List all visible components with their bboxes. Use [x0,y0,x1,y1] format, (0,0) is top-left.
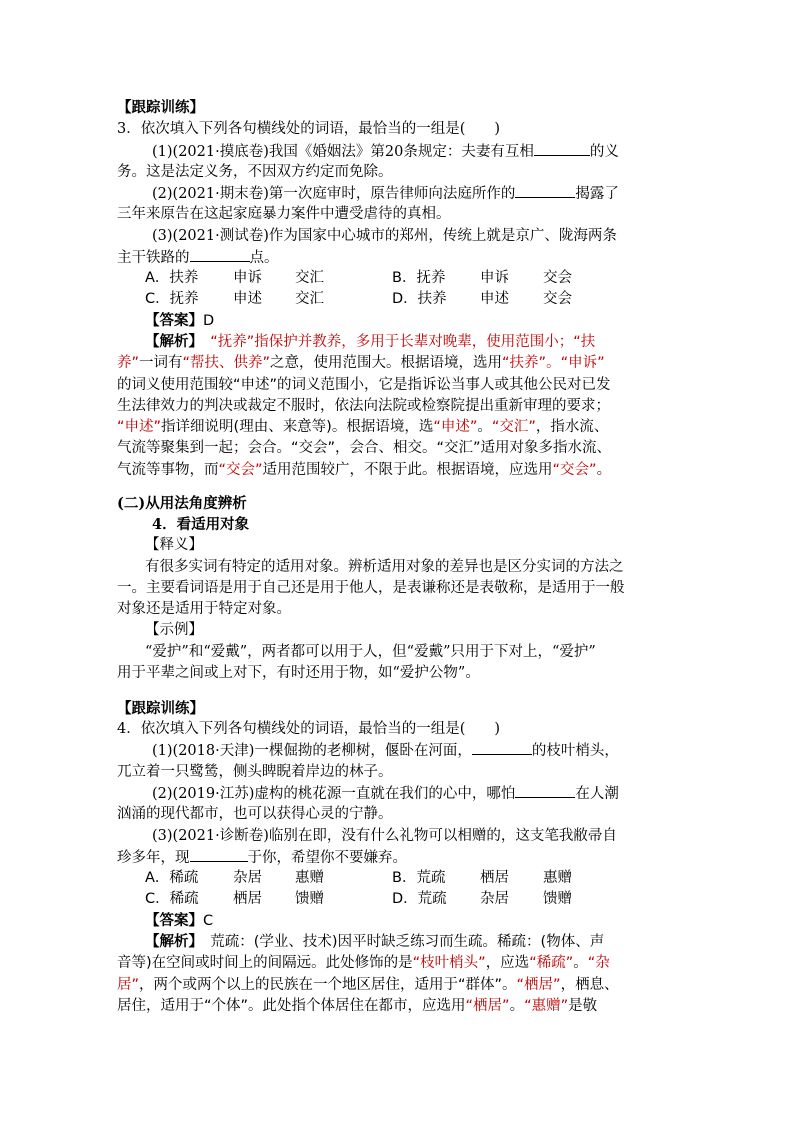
q3-sentence-3: (3)(2021·测试卷)作为国家中心城市的郑州，传统上就是京广、陇海两条 [152,228,617,244]
q3-sentence-2: (2)(2021·期末卷)第一次庭审时，原告律师向法庭所作的 揭露了 [152,183,619,205]
q3-option-d-2: 申述 [480,291,509,307]
q3-sentence-1-cont: 务。这是法定义务，不因双方约定而免除。 [117,164,393,180]
q3-analysis-line-6: 气流等聚集到一起；会合。“交会”，会合、相交。“交汇”适用对象多指水流、 [117,440,612,456]
q3-analysis-line-2: 养”一词有“帮扶、供养”之意，使用范围大。根据语境，选用“扶养”。“申诉” [117,355,605,371]
q4-option-d[interactable]: D．荒疏 [392,891,447,907]
q4-sentence-2-cont: 汹涌的现代都市，也可以获得心灵的宁静。 [117,806,393,822]
q4-option-c-2: 栖居 [233,891,262,907]
q3-sentence-3-cont: 主干铁路的 点。 [117,247,279,269]
shili-line-1: “爱护”和“爱戴”，两者都可以用于人，但“爱戴”只用于下对上，“爱护” [145,644,596,660]
q3-option-c-3: 交汇 [295,291,324,307]
q3-analysis-line-3: 的词义使用范围较“申述”的词义范围小，它是指诉讼当事人或其他公民对已发 [117,377,611,393]
q3-option-b-2: 申诉 [480,270,509,286]
q4-option-c[interactable]: C．稀疏 [145,891,199,907]
question-3-stem: 3．依次填入下列各句横线处的词语，最恰当的一组是( ) [117,121,501,137]
q3-option-a[interactable]: A．扶养 [145,270,199,286]
q3-option-b-3: 交会 [543,270,572,286]
shiyi-line-2: 一。主要看词语是用于自己还是用于他人，是表谦称还是表敬称，是适用于一般 [117,580,625,596]
blank-line[interactable] [515,783,575,798]
q3-option-a-2: 申诉 [233,270,262,286]
q4-sentence-2: (2)(2019·江苏)虚构的桃花源一直就在我们的心中，哪怕 在人潮 [152,783,619,805]
q3-option-d-3: 交会 [543,291,572,307]
q4-sentence-1-cont: 兀立着一只鹭鸶，侧头睥睨着岸边的林子。 [117,764,393,780]
q3-answer: 【答案】D [145,312,215,329]
q4-option-b-2: 栖居 [480,870,509,886]
q3-analysis-line-7: 气流等事物，而“交会”适用范围较广，不限于此。根据语境，应选用“交会”。 [117,462,612,478]
q3-analysis-line-5: “申述”指详细说明(理由、来意等)。根据语境，选“申述”。“交汇”，指水流、 [117,419,609,435]
q4-option-b-3: 惠赠 [543,870,572,886]
q4-option-c-3: 馈赠 [295,891,324,907]
blank-line[interactable] [190,247,250,262]
q4-analysis-line-4: 居住，适用于“个体”。此处指个体居住在都市，应选用“栖居”。“惠赠”是敬 [117,998,598,1014]
shili-label: 【示例】 [145,622,203,638]
q4-sentence-3: (3)(2021·诊断卷)临别在即，没有什么礼物可以相赠的，这支笔我敝帚自 [152,828,617,844]
q3-option-d[interactable]: D．扶养 [392,291,447,307]
q3-sentence-1: (1)(2021·摸底卷)我国《婚姻法》第20条规定：夫妻有互相 的义 [152,141,619,163]
shiyi-label: 【释义】 [145,537,203,553]
q3-sentence-2-cont: 三年来原告在这起家庭暴力案件中遭受虐待的真相。 [117,206,451,222]
question-4-stem: 4．依次填入下列各句横线处的词语，最恰当的一组是( ) [117,721,501,737]
q3-option-b[interactable]: B．抚养 [392,270,446,286]
q4-sentence-1: (1)(2018·天津)一棵倔拗的老柳树，偃卧在河面， 的枝叶梢头， [152,740,619,762]
blank-line[interactable] [472,740,532,755]
q4-option-b[interactable]: B．荒疏 [392,870,446,886]
sub-title: 4．看适用对象 [152,516,250,533]
q4-analysis-line-2: 音等)在空间或时间上的间隔远。此处修饰的是“枝叶梢头”，应选“稀疏”。“杂 [117,955,610,971]
q4-option-a[interactable]: A．稀疏 [145,870,199,886]
q4-option-a-3: 惠赠 [295,870,324,886]
section-title: (二)从用法角度辨析 [117,495,247,512]
q4-answer: 【答案】C [145,912,214,929]
tracking-heading-1: 【跟踪训练】 [117,99,204,116]
q4-sentence-3-cont: 珍多年，现 于你，希望你不要嫌弃。 [117,847,407,869]
blank-line[interactable] [515,183,575,198]
q4-analysis-line-1: 【解析】 荒疏：(学业、技术)因平时缺乏练习而生疏。稀疏：(物体、声 [145,934,605,950]
blank-line[interactable] [190,847,248,862]
tracking-heading-2: 【跟踪训练】 [117,700,204,717]
q3-option-a-3: 交汇 [295,270,324,286]
q4-option-d-3: 馈赠 [543,891,572,907]
q4-analysis-line-3: 居”，两个或两个以上的民族在一个地区居住，适用于“群体”。“栖居”，栖息、 [117,977,619,993]
shili-line-2: 用于平辈之间或上对下，有时还用于物，如“爱护公物”。 [117,665,480,681]
shiyi-line-1: 有很多实词有特定的适用对象。辨析适用对象的差异也是区分实词的方法之 [145,559,624,575]
q3-option-c[interactable]: C．抚养 [145,291,199,307]
q3-option-c-2: 申述 [233,291,262,307]
q4-option-a-2: 杂居 [233,870,262,886]
q4-option-d-2: 杂居 [480,891,509,907]
q3-analysis-line-1: 【解析】 “抚养”指保护并教养，多用于长辈对晚辈，使用范围小；“扶 [145,334,596,350]
q3-analysis-line-4: 生法律效力的判决或裁定不服时，依法向法院或检察院提出重新审理的要求； [117,398,610,414]
blank-line[interactable] [534,141,590,156]
shiyi-line-3: 对象还是适用于特定对象。 [117,601,291,617]
